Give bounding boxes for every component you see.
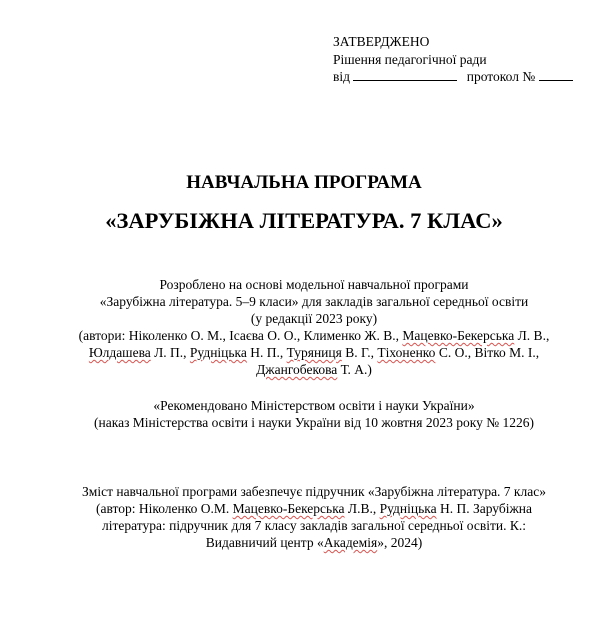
- publisher-part: Видавничий центр «: [205, 535, 324, 550]
- textbook-author: (автор: Ніколенко О.М.: [95, 501, 230, 516]
- approval-council: Рішення педагогічної ради: [333, 51, 487, 67]
- developed-line-2: «Зарубіжна література. 5–9 класи» для закладів загальної середньої освіти: [99, 294, 529, 309]
- content-line-4: [40, 534, 588, 551]
- author-initials: Т. А.): [340, 362, 372, 377]
- approval-block: [333, 33, 573, 86]
- author-initials: Л. П.,: [154, 345, 187, 360]
- authors-part: (автори: Ніколенко О. М., Ісаєва О. О., Клименко Ж. В.,: [78, 328, 399, 343]
- approval-from-label: від: [333, 69, 350, 84]
- author-name: Юлдашева: [88, 345, 151, 360]
- approval-heading: ЗАТВЕРДЖЕНО: [333, 34, 430, 49]
- content-line-2: [40, 500, 588, 517]
- publisher-name: Академія: [323, 535, 378, 550]
- recommended-line-1: «Рекомендовано Міністерством освіти і науки України»: [153, 398, 475, 413]
- content-block: [40, 483, 588, 551]
- date-blank-line: [353, 68, 457, 81]
- author-initials: Л. В.,: [517, 328, 550, 343]
- publisher-year: », 2024): [377, 535, 423, 550]
- author-name: Мацевко-Бекерська: [232, 501, 345, 516]
- author-name: Рудніцька: [379, 501, 437, 516]
- recommended-line-2: (наказ Міністерства освіти і науки України від 10 жовтня 2023 року № 1226): [94, 415, 534, 430]
- author-name: Туряниця: [286, 345, 342, 360]
- developed-line-1: Розроблено на основі модельної навчальної програми: [159, 277, 469, 292]
- author-name: Джангобекова: [256, 362, 338, 377]
- developed-line-5: [40, 344, 588, 361]
- recommended-block: [40, 397, 588, 431]
- author-initials: Н. П.,: [250, 345, 284, 360]
- developed-line-3: (у редакції 2023 року): [250, 311, 378, 326]
- developed-block: [40, 276, 588, 378]
- content-line-3: література: підручник для 7 класу закладів загальної середньої освіти. К.:: [102, 518, 526, 533]
- approval-date-protocol: [333, 68, 573, 86]
- developed-line-6: [40, 361, 588, 378]
- approval-protocol-label: протокол №: [466, 69, 536, 84]
- author-name: Тіхоненко: [377, 345, 436, 360]
- authors-part: С. О., Вітко М. І.,: [438, 345, 540, 360]
- author-initials: В. Г.,: [345, 345, 374, 360]
- program-title: НАВЧАЛЬНА ПРОГРАМА: [186, 172, 422, 193]
- content-line-1: Зміст навчальної програми забезпечує підручник «Зарубіжна література. 7 клас»: [82, 484, 546, 499]
- textbook-title-part: Н. П. Зарубіжна: [439, 501, 533, 516]
- protocol-blank-line: [539, 68, 573, 81]
- author-name: Мацевко-Бекерська: [402, 328, 515, 343]
- author-name: Рудніцька: [189, 345, 247, 360]
- developed-line-4: [40, 327, 588, 344]
- author-initials: Л.В.,: [347, 501, 377, 516]
- program-subject-title: «ЗАРУБІЖНА ЛІТЕРАТУРА. 7 КЛАС»: [105, 208, 503, 233]
